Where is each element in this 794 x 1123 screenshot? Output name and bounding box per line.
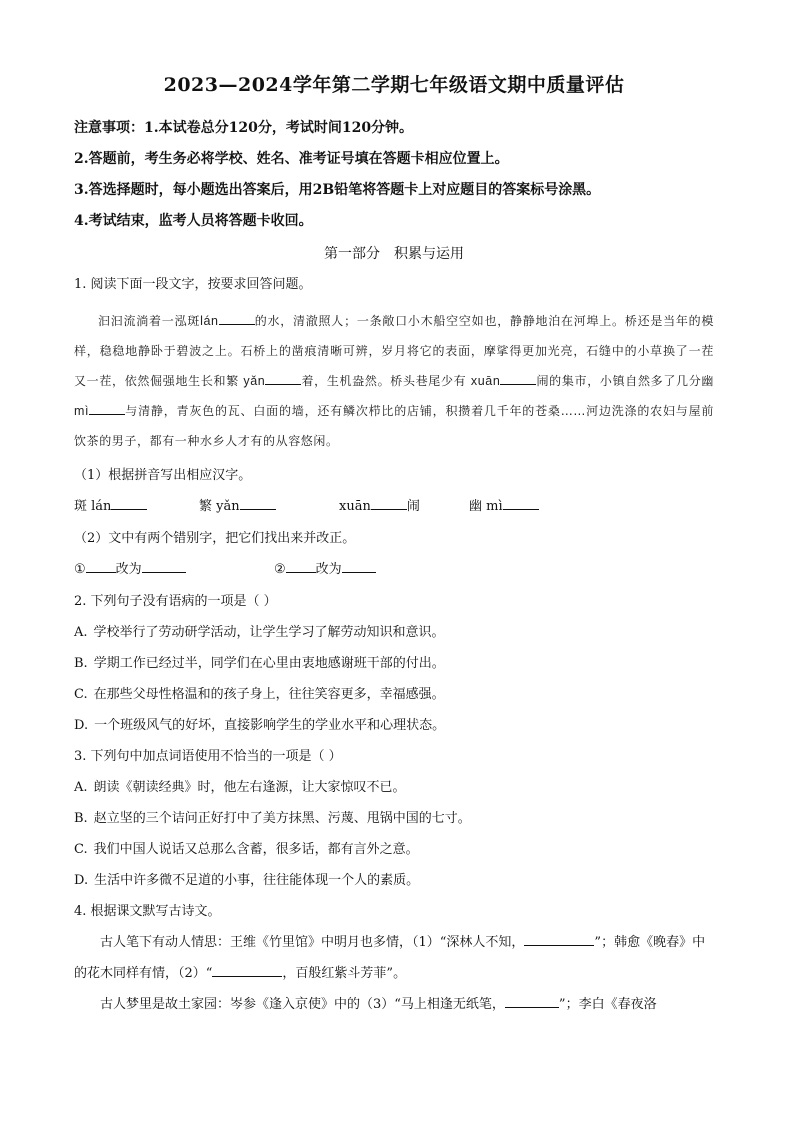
paragraph-text: 古人笔下有动人情思：王维《竹里馆》中明月也多情，（1）“深林人不知， — [100, 935, 525, 950]
option-letter: D. — [74, 873, 89, 888]
section-heading — [74, 239, 714, 269]
note-line: 2.答题前，考生务必将学校、姓名、准考证号填在答题卡相应位置上。 — [74, 151, 509, 167]
question-stem: 1. 阅读下面一段文字，按要求回答问题。 — [74, 277, 312, 292]
option-text: 一个班级风气的好坏，直接影响学生的学业水平和心理状态。 — [94, 718, 446, 733]
option-letter: C. — [74, 687, 88, 702]
answer-blank[interactable] — [286, 558, 316, 573]
fill-item — [469, 491, 579, 523]
option-b[interactable] — [74, 648, 714, 679]
option-d[interactable] — [74, 865, 714, 896]
question-stem: 2. 下列句子没有语病的一项是（ ） — [74, 594, 277, 609]
answer-blank[interactable] — [371, 495, 407, 510]
pinyin: mì — [74, 404, 90, 418]
correction-item — [274, 554, 474, 586]
passage-text: 汩汩流淌着一泓斑 — [98, 314, 201, 328]
note-line: 4.考试结束，监考人员将答题卡收回。 — [74, 213, 313, 229]
fill-label: 繁 yǎn — [199, 499, 240, 514]
passage-text: 的水，清澈照人；一条敞口小木船空空如也，静静地泊在河埠上。桥还是当年的模样，稳稳地静卧于碧波之上。石桥上的凿痕清晰可辨，岁月将它的表面，摩挲得更加光亮，石缝中的小草换了一茬又一茬，依然倔强地生长和繁 — [74, 314, 714, 388]
passage-text: 与清静，青灰色的瓦、白面的墙，还有鳞次栉比的店铺，积攒着几千年的苍桑……河边洗涤的农妇与屋前饮茶的男子，都有一种水乡人才有的从容悠闲。 — [74, 404, 714, 448]
correction-label: 改为 — [315, 562, 342, 577]
answer-blank[interactable] — [505, 993, 559, 1008]
fill-label: xuān — [339, 499, 371, 514]
fill-item — [74, 491, 199, 523]
answer-blank[interactable] — [503, 495, 539, 510]
answer-blank[interactable] — [265, 370, 301, 385]
option-letter: A. — [74, 780, 88, 795]
sub-question-2: （2）文中有两个错别字，把它们找出来并改正。 — [74, 531, 356, 546]
correction-label: 改为 — [115, 562, 142, 577]
section-label: 第一部分 — [324, 246, 380, 262]
paragraph-text: ”；韩愈《晚春》中的花木同样有情，（2）“ — [74, 935, 706, 981]
option-d[interactable] — [74, 710, 714, 741]
answer-blank[interactable] — [89, 400, 125, 415]
fill-item — [339, 491, 469, 523]
fill-label: 斑 lán — [74, 499, 112, 514]
option-text: 在那些父母性格温和的孩子身上，往往笑容更多，幸福感强。 — [93, 687, 445, 702]
option-a[interactable] — [74, 617, 714, 648]
option-text: 生活中许多微不足道的小事，往往能体现一个人的素质。 — [94, 873, 420, 888]
option-letter: D. — [74, 718, 89, 733]
note-line: 注意事项：1.本试卷总分120分，考试时间120分钟。 — [74, 120, 414, 136]
option-text: 学校举行了劳动研学活动，让学生学习了解劳动知识和意识。 — [93, 625, 445, 640]
paragraph-text: ”；李白《春夜洛 — [558, 997, 657, 1012]
fill-label: 幽 mì — [469, 499, 503, 514]
option-letter: B. — [74, 656, 88, 671]
paragraph-text: ，百般红紫斗芳菲”。 — [282, 966, 407, 981]
pinyin-fill-row — [74, 491, 714, 523]
passage-text: 着，生机盎然。桥头巷尾少有 — [301, 374, 467, 388]
question-3 — [74, 741, 714, 896]
answer-blank[interactable] — [142, 558, 186, 573]
poem-recitation-paragraph — [74, 989, 714, 1020]
option-text: 学期工作已经过半，同学们在心里由衷地感谢班干部的付出。 — [93, 656, 445, 671]
note-line: 3.答选择题时，每小题选出答案后，用2B铅笔将答题卡上对应题目的答案标号涂黑。 — [74, 182, 601, 198]
reading-passage — [74, 306, 714, 456]
paragraph-text: 古人梦里是故土家园：岑参《逢入京使》中的（3）“马上相逢无纸笔， — [100, 997, 505, 1012]
fill-suffix: 闹 — [406, 499, 420, 514]
option-letter: A. — [74, 625, 88, 640]
poem-recitation-paragraph — [74, 927, 714, 989]
answer-blank[interactable] — [500, 370, 536, 385]
option-a[interactable] — [74, 772, 714, 803]
option-text: 我们中国人说话又总那么含蓄，很多话，都有言外之意。 — [93, 842, 419, 857]
page-title: 2023—2024学年第二学期七年级语文期中质量评估 — [163, 74, 625, 96]
question-2 — [74, 586, 714, 741]
option-c[interactable] — [74, 679, 714, 710]
question-4 — [74, 896, 714, 1020]
option-letter: B. — [74, 811, 88, 826]
pinyin: lán — [200, 314, 219, 328]
notes-block — [74, 113, 714, 237]
option-text: 朗读《朝读经典》时，他左右逢源，让大家惊叹不已。 — [93, 780, 406, 795]
pinyin: xuān — [470, 374, 501, 388]
pinyin: yǎn — [243, 374, 266, 388]
answer-blank[interactable] — [111, 495, 147, 510]
question-stem: 4. 根据课文默写古诗文。 — [74, 904, 221, 919]
question-1 — [74, 269, 714, 586]
answer-blank[interactable] — [342, 558, 376, 573]
correction-item — [74, 554, 274, 586]
answer-blank[interactable] — [219, 310, 255, 325]
answer-blank[interactable] — [240, 495, 276, 510]
sub-question-1: （1）根据拼音写出相应汉字。 — [74, 468, 252, 483]
option-text: 赵立坚的三个诘问正好打中了美方抹黑、污蔑、甩锅中国的七寸。 — [93, 811, 471, 826]
passage-text: 闹的集市，小镇自然多了几分幽 — [536, 374, 714, 388]
item-number: ① — [74, 562, 86, 577]
correction-row — [74, 554, 714, 586]
option-letter: C. — [74, 842, 88, 857]
option-b[interactable] — [74, 803, 714, 834]
answer-blank[interactable] — [86, 558, 116, 573]
option-c[interactable] — [74, 834, 714, 865]
fill-item — [199, 491, 339, 523]
question-stem: 3. 下列句中加点词语使用不恰当的一项是（ ） — [74, 749, 342, 764]
item-number: ② — [274, 562, 286, 577]
answer-blank[interactable] — [524, 931, 594, 946]
section-name: 积累与运用 — [394, 246, 464, 262]
answer-blank[interactable] — [212, 962, 282, 977]
